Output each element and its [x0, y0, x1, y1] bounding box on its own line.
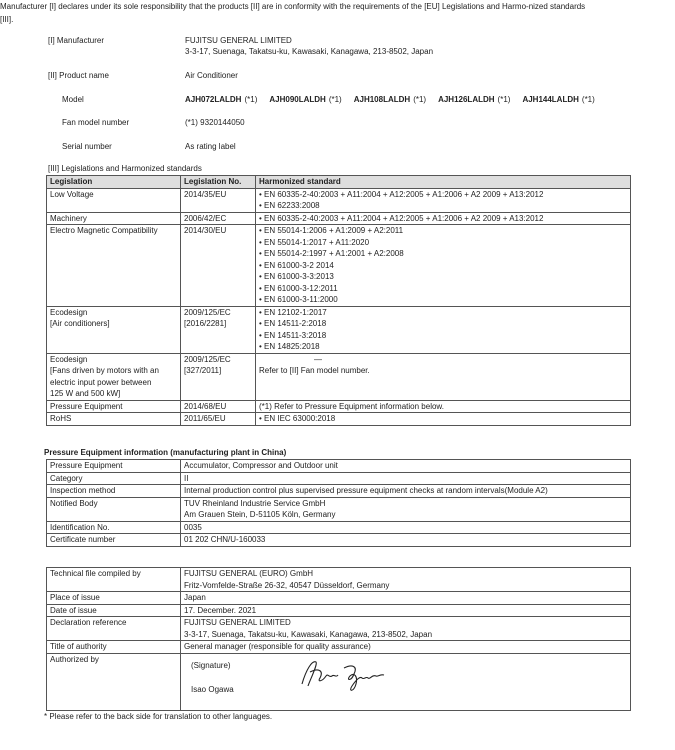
header-legislation: Legislation	[47, 176, 181, 189]
technical-value	[181, 641, 631, 654]
legislation-number	[181, 225, 256, 307]
harmonized-standard-line: • EN 55014-2:1997 + A1:2001 + A2:2008	[259, 249, 404, 258]
model-code: AJH108LALDH	[353, 95, 411, 104]
manufacturer-name: FUJITSU GENERAL LIMITED	[185, 36, 292, 45]
harmonized-standard-line: • EN 60335-2-40:2003 + A11:2004 + A12:2005 + A1:2006 + A2 2009 + A13:2012	[259, 189, 544, 199]
product-name-value: Air Conditioner	[185, 71, 238, 80]
technical-row	[47, 568, 631, 592]
header-legislation-no: Legislation No.	[181, 176, 256, 189]
pressure-table	[46, 459, 631, 547]
pressure-value-line: Am Grauen Stein, D-51105 Köln, Germany	[184, 510, 336, 519]
legislation-name	[47, 413, 181, 426]
harmonized-standard	[256, 400, 631, 413]
technical-value-line: Fritz-Vomfelde-Straße 26-32, 40547 Düsseldorf, Germany	[184, 580, 390, 590]
legislation-number	[181, 212, 256, 225]
technical-value	[181, 592, 631, 605]
legislation-name-line: RoHS	[50, 414, 72, 423]
harmonized-standard	[256, 353, 631, 400]
legislation-number-line: 2006/42/EC	[184, 213, 227, 223]
harmonized-standard-line: • EN 14511-3:2018	[259, 330, 327, 340]
pressure-info-title: Pressure Equipment information (manufacturing plant in China)	[44, 448, 287, 457]
pressure-value-line: TUV Rheinland Industrie Service GmbH	[184, 498, 326, 508]
technical-label: Place of issue	[47, 592, 181, 605]
legislation-number-line: 2014/35/EU	[184, 189, 227, 199]
manufacturer-address: 3-3-17, Suenaga, Takatsu-ku, Kawasaki, Kanagawa, 213-8502, Japan	[185, 47, 434, 56]
legislation-row	[47, 188, 631, 212]
model-item	[269, 95, 341, 104]
pressure-row	[47, 460, 631, 473]
legislation-number	[181, 353, 256, 400]
harmonized-standard-line: • EN 61000-3-3:2013	[259, 272, 334, 281]
pressure-value	[181, 472, 631, 485]
model-item	[438, 95, 510, 104]
legislation-row	[47, 212, 631, 225]
signature-label: (Signature)	[191, 660, 231, 670]
harmonized-standard-line: • EN 61000-3-11:2000	[259, 295, 338, 304]
intro-statement: Manufacturer [I] declares under its sole responsibility that the products [II] are in conformity with the requirements of the [EU] Legislations and Harmo-nized standards [III].	[0, 2, 586, 24]
technical-row	[47, 641, 631, 654]
legislation-name-line: electric input power between	[50, 377, 152, 387]
legislation-number-line: 2009/125/EC	[184, 307, 231, 317]
legislation-number	[181, 306, 256, 353]
harmonized-standard	[256, 413, 631, 426]
technical-row	[47, 592, 631, 605]
product-name-label: [II] Product name	[48, 71, 109, 80]
legislation-number-line: 2014/68/EU	[184, 401, 227, 411]
harmonized-standard-line: • EN 55014-1:2006 + A1:2009 + A2:2011	[259, 226, 404, 235]
pressure-value-line: Accumulator, Compressor and Outdoor unit	[184, 461, 338, 470]
harmonized-standard	[256, 306, 631, 353]
harmonized-standard-line: • EN IEC 63000:2018	[259, 414, 336, 423]
technical-value-line: FUJITSU GENERAL LIMITED	[184, 618, 291, 627]
pressure-value	[181, 521, 631, 534]
legislation-name	[47, 400, 181, 413]
authorized-label: Authorized by	[47, 653, 181, 710]
legislation-name	[47, 306, 181, 353]
legislation-name-line: 125 W and 500 kW]	[50, 389, 121, 398]
legislation-name-line: [Fans driven by motors with an	[50, 366, 159, 375]
pressure-row	[47, 472, 631, 485]
legislation-name	[47, 353, 181, 400]
harmonized-standard-line: • EN 14825:2018	[259, 342, 320, 351]
pressure-row	[47, 497, 631, 521]
harmonized-standard-line: • EN 14511-2:2018	[259, 319, 327, 328]
pressure-value	[181, 485, 631, 498]
pressure-label: Notified Body	[47, 497, 181, 521]
pressure-label: Identification No.	[47, 521, 181, 534]
legislation-name-line: Electro Magnetic Compatibility	[50, 226, 158, 235]
pressure-label: Certificate number	[47, 534, 181, 547]
legislation-name-line: Low Voltage	[50, 189, 94, 199]
legislation-row	[47, 353, 631, 400]
harmonized-standard-line: • EN 60335-2-40:2003 + A11:2004 + A12:2005 + A1:2006 + A2 2009 + A13:2012	[259, 213, 544, 223]
technical-row	[47, 604, 631, 617]
pressure-value	[181, 460, 631, 473]
legislation-name	[47, 225, 181, 307]
technical-value-line: Japan	[184, 593, 206, 602]
serial-number-value: As rating label	[185, 142, 236, 151]
legislation-row	[47, 225, 631, 307]
legislation-header-row	[47, 176, 631, 189]
model-code: AJH126LALDH	[438, 95, 495, 104]
harmonized-standard	[256, 212, 631, 225]
technical-value-line: FUJITSU GENERAL (EURO) GmbH	[184, 569, 314, 578]
model-note: (*1)	[328, 95, 342, 104]
legislation-number-line: 2011/65/EU	[184, 414, 226, 423]
legislation-row	[47, 400, 631, 413]
authorized-cell	[181, 653, 631, 710]
harmonized-standard	[256, 188, 631, 212]
pressure-value-line: 0035	[184, 522, 202, 532]
model-item	[354, 95, 426, 104]
pressure-value-line: 01 202 CHN/U-160033	[184, 535, 266, 544]
authorized-row	[47, 653, 631, 710]
pressure-row	[47, 521, 631, 534]
model-note: (*1)	[497, 95, 511, 104]
technical-value	[181, 617, 631, 641]
pressure-value-line: II	[184, 473, 189, 483]
technical-value	[181, 604, 631, 617]
technical-label: Declaration reference	[47, 617, 181, 641]
technical-value	[181, 568, 631, 592]
legislation-name-line: Ecodesign	[50, 354, 88, 364]
harmonized-standard-line: • EN 55014-1:2017 + A11:2020	[259, 237, 370, 247]
harmonized-standard-line: • EN 62233:2008	[259, 201, 320, 210]
pressure-value	[181, 497, 631, 521]
harmonized-standard-line: • EN 12102-1:2017	[259, 307, 327, 317]
pressure-label: Category	[47, 472, 181, 485]
model-code: AJH090LALDH	[269, 95, 326, 104]
legislation-name-line: Ecodesign	[50, 307, 88, 317]
legislation-number-line: [327/2011]	[184, 366, 222, 375]
legislation-number-line: [2016/2281]	[184, 319, 227, 328]
fan-model-value: (*1) 9320144050	[185, 118, 245, 127]
pressure-row	[47, 485, 631, 498]
model-label: Model	[62, 95, 84, 104]
footnote: * Please refer to the back side for translation to other languages.	[44, 712, 273, 721]
harmonized-standard	[256, 225, 631, 307]
harmonized-standard-line: Refer to [II] Fan model number.	[259, 366, 370, 375]
manufacturer-label: [I] Manufacturer	[48, 36, 105, 45]
legislation-number-line: 2014/30/EU	[184, 226, 227, 235]
legislation-number-line: 2009/125/EC	[184, 354, 231, 364]
fan-model-label: Fan model number	[62, 118, 130, 127]
handwritten-signature	[296, 654, 391, 694]
technical-value-line: 3-3-17, Suenaga, Takatsu-ku, Kawasaki, Kanagawa, 213-8502, Japan	[184, 629, 433, 639]
pressure-value	[181, 534, 631, 547]
model-item	[522, 95, 594, 104]
model-list	[185, 95, 635, 104]
legislation-name-line: Pressure Equipment	[50, 401, 123, 411]
harmonized-standard-line: • EN 61000-3-2 2014	[259, 260, 334, 270]
model-note: (*1)	[413, 95, 427, 104]
technical-value-line: 17. December. 2021	[184, 605, 257, 615]
harmonized-standard-line: • EN 61000-3-12:2011	[259, 283, 338, 293]
legislation-name	[47, 212, 181, 225]
pressure-label: Inspection method	[47, 485, 181, 498]
legislation-name-line: [Air conditioners]	[50, 319, 110, 328]
serial-number-label: Serial number	[62, 142, 112, 151]
harmonized-standard-line: —	[314, 354, 322, 364]
model-item	[185, 95, 257, 104]
legislation-name	[47, 188, 181, 212]
legislation-table	[46, 175, 631, 426]
legislation-row	[47, 306, 631, 353]
model-code: AJH072LALDH	[185, 95, 242, 104]
pressure-row	[47, 534, 631, 547]
pressure-label: Pressure Equipment	[47, 460, 181, 473]
header-harmonized-standard: Harmonized standard	[256, 176, 631, 189]
legislation-row	[47, 413, 631, 426]
model-code: AJH144LALDH	[522, 95, 579, 104]
legislation-name-line: Machinery	[50, 213, 87, 223]
technical-label: Title of authority	[47, 641, 181, 654]
technical-label: Technical file compiled by	[47, 568, 181, 592]
legislation-number	[181, 400, 256, 413]
technical-value-line: General manager (responsible for quality assurance)	[184, 642, 371, 651]
technical-row	[47, 617, 631, 641]
model-note: (*1)	[244, 95, 258, 104]
signatory-name: Isao Ogawa	[191, 684, 234, 694]
legislation-caption: [III] Legislations and Harmonized standards	[48, 164, 202, 173]
technical-label: Date of issue	[47, 604, 181, 617]
model-note: (*1)	[581, 95, 595, 104]
legislation-number	[181, 188, 256, 212]
pressure-value-line: Internal production control plus supervised pressure equipment checks at random intervals(Module A2)	[184, 486, 548, 495]
technical-file-table	[46, 567, 631, 711]
harmonized-standard-line: (*1) Refer to Pressure Equipment information below.	[259, 401, 444, 411]
legislation-number	[181, 413, 256, 426]
